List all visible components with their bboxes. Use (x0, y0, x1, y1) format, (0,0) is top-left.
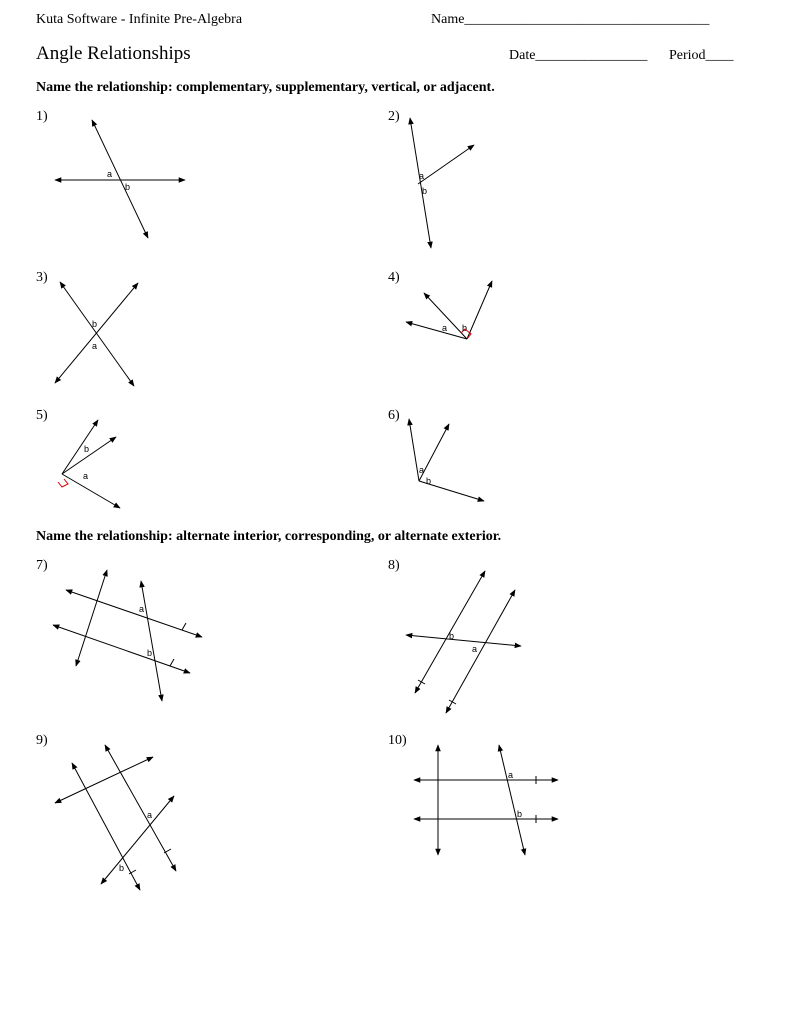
worksheet-title: Angle Relationships (36, 43, 191, 64)
diagram-2-label-b: b (422, 186, 428, 196)
diagram-10-label-a: a (508, 770, 514, 780)
software-title: Kuta Software - Infinite Pre-Algebra (36, 12, 243, 27)
diagram-7-transversal-1 (76, 570, 107, 666)
problem-number-6: 6) (388, 408, 400, 423)
problem-number-7: 7) (36, 558, 48, 573)
name-field-label: Name___________________________________ (431, 12, 710, 27)
diagram-9-transversal-upper (55, 757, 153, 803)
diagram-6-label-a: a (419, 465, 425, 475)
problem-number-3: 3) (36, 270, 48, 285)
diagram-1-label-a: a (107, 169, 113, 179)
diagram-3-label-a: a (92, 341, 98, 351)
diagram-5-ray-middle (62, 437, 116, 474)
problem-number-4: 4) (388, 270, 400, 285)
diagram-8-transversal (406, 635, 521, 646)
diagram-10-label-b: b (517, 809, 523, 819)
diagram-2-ray (418, 145, 474, 184)
diagram-7-label-a: a (139, 604, 145, 614)
diagram-4-ray-left (406, 322, 467, 339)
diagram-6-label-b: b (426, 476, 432, 486)
diagram-2 (410, 118, 474, 248)
diagram-3-label-b: b (92, 319, 98, 329)
diagram-1-label-b: b (125, 182, 131, 192)
problem-number-5: 5) (36, 408, 48, 423)
diagram-7-parallel-upper (66, 590, 202, 637)
diagram-1 (55, 120, 185, 238)
diagram-7-parallel-lower (53, 625, 190, 673)
diagram-4-label-b: b (462, 323, 468, 333)
diagram-4-ray-right (467, 281, 492, 339)
diagram-1-line-slanted (92, 120, 148, 238)
diagram-7-tick-lower (170, 659, 174, 666)
diagram-5 (62, 420, 120, 508)
period-field-label: Period____ (669, 48, 734, 63)
section-1-instruction: Name the relationship: complementary, supplementary, vertical, or adjacent. (36, 80, 495, 95)
diagram-2-line-long (410, 118, 431, 248)
problem-number-10: 10) (388, 733, 407, 748)
diagram-8 (406, 571, 521, 713)
diagram-9-label-a: a (147, 810, 153, 820)
problem-number-1: 1) (36, 109, 48, 124)
diagram-8-tick-1 (418, 680, 425, 684)
date-field-label: Date________________ (509, 48, 648, 63)
diagram-8-label-b: b (449, 631, 455, 641)
diagram-3-line-1 (60, 282, 134, 386)
diagram-5-label-b: b (84, 444, 90, 454)
diagram-10-slanted (499, 745, 525, 855)
diagram-5-ray-lower (62, 474, 120, 508)
diagram-6-ray-up (409, 419, 419, 481)
diagram-4-label-a: a (442, 323, 448, 333)
diagram-9-label-b: b (119, 863, 125, 873)
diagram-8-label-a: a (472, 644, 478, 654)
diagram-6 (409, 419, 484, 501)
diagram-2-label-a: a (419, 171, 425, 181)
problem-number-9: 9) (36, 733, 48, 748)
diagram-4 (406, 281, 492, 339)
diagram-9 (55, 745, 176, 890)
section-2-instruction: Name the relationship: alternate interior, corresponding, or alternate exterior. (36, 529, 502, 544)
diagram-8-parallel-2 (446, 590, 515, 713)
diagram-9-transversal-lower (101, 796, 174, 884)
diagram-5-label-a: a (83, 471, 89, 481)
problem-number-2: 2) (388, 109, 400, 124)
diagram-10 (414, 745, 558, 855)
diagram-9-parallel-1 (72, 763, 140, 890)
diagram-7-tick-upper (182, 623, 186, 630)
diagram-7 (53, 570, 202, 701)
diagram-5-ray-upper (62, 420, 98, 474)
diagram-3 (55, 282, 138, 386)
problem-number-8: 8) (388, 558, 400, 573)
diagram-5-right-angle-mark (58, 479, 68, 487)
diagram-3-line-2 (55, 283, 138, 383)
diagram-7-label-b: b (147, 648, 153, 658)
diagram-7-transversal-2 (141, 581, 162, 701)
